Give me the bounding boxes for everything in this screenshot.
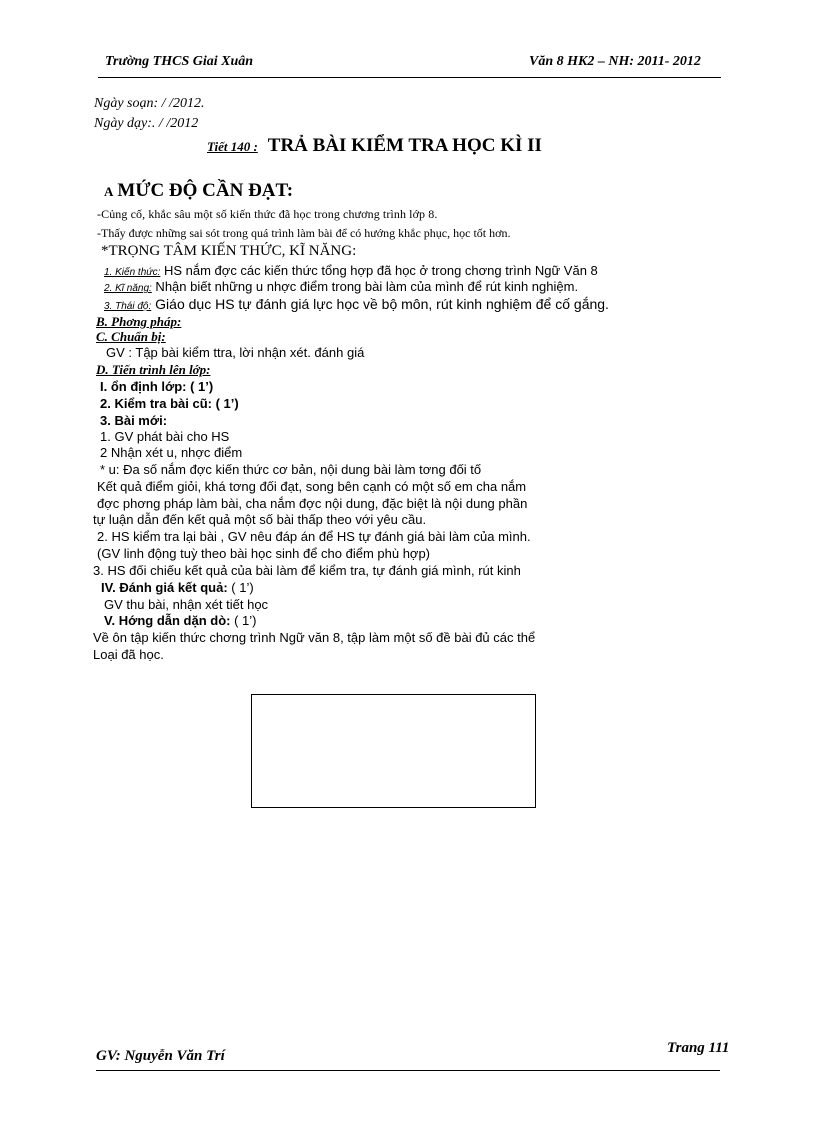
focus-heading: *TRỌNG TÂM KIẾN THỨC, KĨ NĂNG: [101, 243, 357, 259]
body-line: 2. HS kiểm tra lại bài , GV nêu đáp án để HS tự đánh giá bài làm của mình. [97, 529, 531, 544]
focus-label: 2. Kĩ năng: [104, 283, 152, 294]
focus-item [104, 279, 578, 294]
focus-item [104, 296, 609, 312]
lesson-title: TRẢ BÀI KIỂM TRA HỌC KÌ II [267, 135, 542, 156]
footer-rule [96, 1070, 720, 1071]
section-a-item: -Thấy được những sai sót trong quá trình làm bài để có hướng khắc phục, học tốt hơn. [97, 226, 511, 240]
step-1: I. ổn định lớp: ( 1’) [100, 379, 214, 394]
step-4-label: IV. Đánh giá kết quả: [101, 580, 228, 595]
body-line: 1. GV phát bài cho HS [100, 429, 230, 444]
step-5-time: ( 1’) [230, 613, 257, 628]
section-c-heading: C. Chuẩn bị: [96, 329, 166, 344]
section-b-heading: B. Phơng pháp: [96, 314, 182, 329]
step-5-line: Về ôn tập kiến thức chơng trình Ngữ văn 8, tập làm một số đề bài đủ các thể [93, 630, 536, 645]
body-line: 2 Nhận xét u, nhợc điểm [100, 445, 243, 460]
step-2: 2. Kiểm tra bài cũ: ( 1’) [100, 396, 239, 411]
step-5 [104, 613, 256, 628]
body-line: Kết quả điểm giỏi, khá tơng đối đạt, song bên cạnh có một số em cha nắm [97, 479, 527, 494]
section-a-prefix: A [104, 184, 114, 199]
section-a-item: -Củng cố, khắc sâu một số kiến thức đã học trong chương trình lớp 8. [97, 207, 438, 221]
empty-frame [251, 694, 536, 808]
section-d-heading: D. Tiến trình lên lớp: [96, 362, 211, 377]
body-line: đợc phơng pháp làm bài, cha nắm đợc nội dung, đặc biệt là nội dung phần [97, 496, 528, 511]
body-line: tự luận dẫn đến kết quả một số bài thấp theo với yêu cầu. [93, 512, 427, 527]
step-4 [101, 580, 254, 595]
header-course: Văn 8 HK2 – NH: 2011- 2012 [529, 54, 701, 69]
focus-text: HS nắm đợc các kiến thức tổng hợp đã học ở trong chơng trình Ngữ Văn 8 [160, 263, 598, 278]
step-5-line: Loại đã học. [93, 647, 164, 662]
header-school: Trường THCS Giai Xuân [105, 54, 254, 69]
date-teach: Ngày dạy:. / /2012 [94, 116, 199, 131]
lesson-number: Tiết 140 : [207, 139, 258, 154]
section-c-text: GV : Tập bài kiểm ttra, lời nhận xét. đánh giá [106, 345, 365, 360]
step-3: 3. Bài mới: [100, 413, 168, 428]
date-prep: Ngày soạn: / /2012. [94, 96, 205, 111]
step-4-text: GV thu bài, nhận xét tiết học [104, 597, 269, 612]
step-5-label: V. Hớng dẫn dặn dò: [104, 613, 231, 628]
footer-teacher: GV: Nguyễn Văn Trí [96, 1048, 225, 1064]
lesson-heading [207, 135, 542, 157]
focus-text: Nhận biết những u nhợc điểm trong bài làm của mình để rút kinh nghiệm. [151, 279, 579, 294]
header-rule [98, 77, 721, 78]
focus-label: 3. Thái độ: [104, 301, 152, 312]
footer-page: Trang 111 [667, 1040, 730, 1056]
section-a-heading [104, 180, 293, 202]
section-a-title: MỨC ĐỘ CẦN ĐẠT: [117, 180, 294, 201]
body-line: 3. HS đối chiếu kết quả của bài làm để kiểm tra, tự đánh giá mình, rút kinh [93, 563, 521, 578]
body-line: (GV linh động tuỳ theo bài học sinh để cho điểm phù hợp) [97, 546, 431, 561]
step-4-time: ( 1’) [227, 580, 254, 595]
body-line: * u: Đa số nắm đợc kiến thức cơ bản, nội dung bài làm tơng đối tố [100, 462, 482, 477]
focus-label: 1. Kiến thức: [104, 267, 161, 278]
focus-text: Giáo dục HS tự đánh giá lực học về bộ môn, rút kinh nghiệm để cố gắng. [151, 296, 609, 312]
focus-item [104, 263, 598, 278]
